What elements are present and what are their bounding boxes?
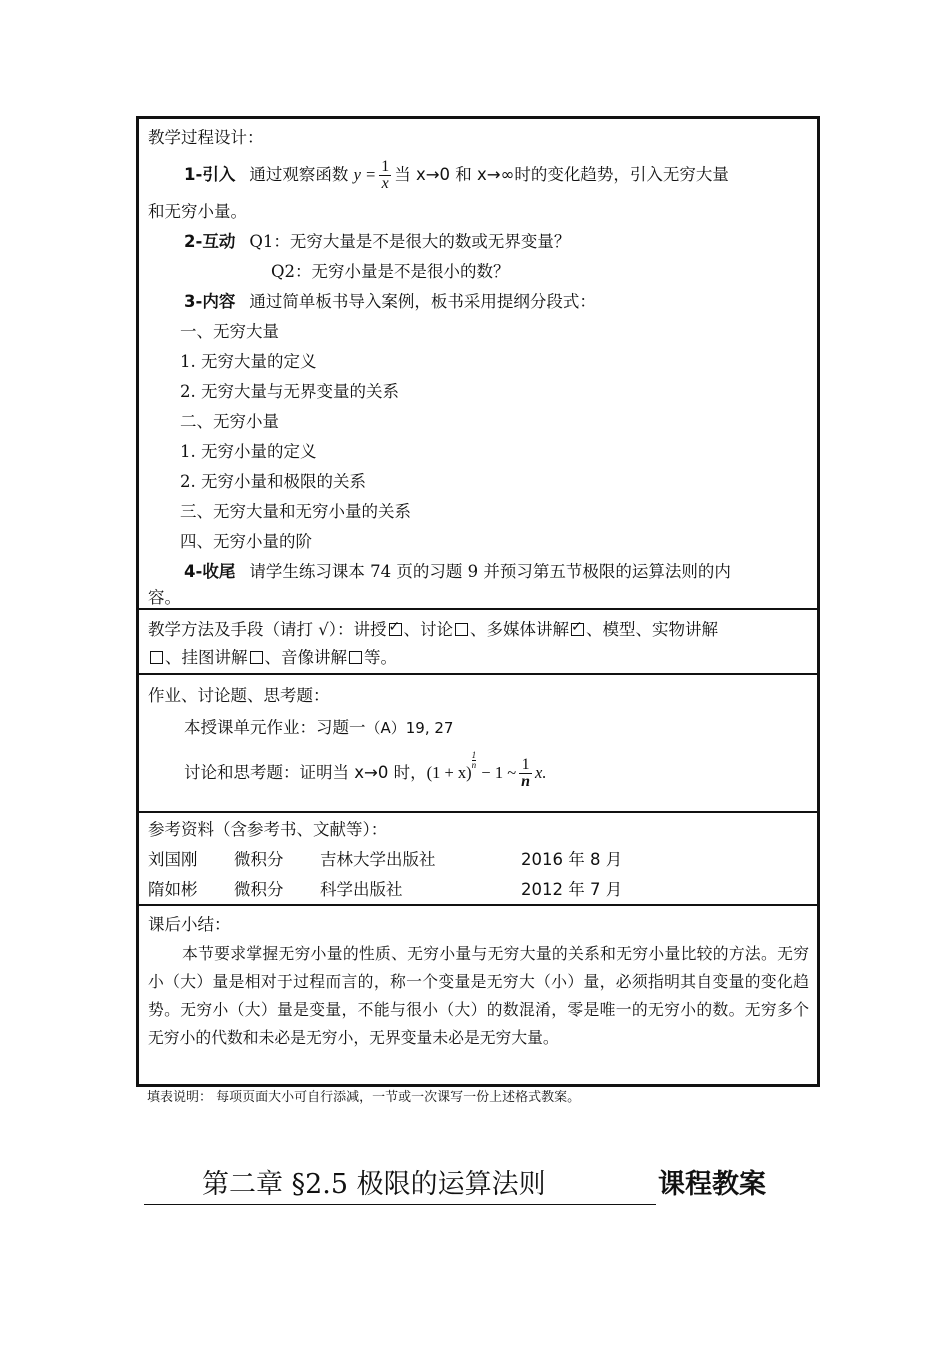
ref-title: 微积分 (234, 850, 284, 869)
outline-item: 一、无穷大量 (180, 322, 279, 341)
intro-line (148, 153, 809, 197)
content-text: 通过简单板书导入案例，板书采用提纲分段式： (249, 292, 596, 311)
teaching-methods-section (139, 610, 817, 675)
summary-heading: 课后小结： (148, 915, 231, 934)
intro-y: y = (353, 165, 377, 184)
ending-label: 4-收尾 (184, 562, 236, 581)
outline-item: 2. 无穷小量和极限的关系 (180, 472, 366, 491)
reference-row (148, 845, 809, 875)
methods-multimedia: 、多媒体讲解 (470, 620, 570, 639)
think-pow-den: n (471, 760, 477, 770)
think-formula-b: − 1 ~ (481, 763, 517, 782)
lecture-checkbox[interactable] (389, 623, 402, 636)
reference-row (148, 875, 809, 905)
think-pow-num: 1 (471, 750, 477, 760)
outline-item: 三、无穷大量和无穷小量的关系 (180, 502, 411, 521)
homework-unit-line (148, 711, 809, 745)
homework-unit-label: 本授课单元作业：习题一 (184, 718, 366, 737)
interact-label: 2-互动 (184, 232, 236, 251)
intro-label: 1-引入 (184, 165, 236, 184)
ending-text-b: 容。 (148, 588, 181, 607)
ref-author: 隋如彬 (148, 880, 198, 899)
intro-fraction (379, 159, 391, 192)
think-frac-num: 1 (519, 757, 532, 774)
intro-text-b: 当 (394, 165, 411, 184)
intro-frac-num: 1 (381, 158, 390, 175)
methods-suffix: 等。 (364, 648, 397, 667)
chapter-underline (144, 1204, 656, 1205)
intro-frac-den: x (381, 175, 389, 192)
ending-text-a: 请学生练习课本 74 页的习题 9 并预习第五节极限的运算法则的内 (249, 562, 731, 581)
methods-prefix: 教学方法及手段（请打 √）：讲授 (148, 620, 387, 639)
process-heading: 教学过程设计： (148, 128, 264, 147)
methods-model: 、模型、实物讲解 (586, 620, 719, 639)
ending-line (148, 557, 809, 587)
summary-section (139, 906, 817, 1084)
intro-x1: x→0 (415, 165, 451, 184)
multimedia-checkbox[interactable] (571, 623, 584, 636)
audio-checkbox[interactable] (349, 651, 362, 664)
chapter-title (144, 1166, 774, 1206)
chapter-title-left: 第二章 §2.5 极限的运算法则 (202, 1169, 546, 1200)
methods-line-1 (148, 616, 809, 644)
methods-audio: 、音像讲解 (264, 648, 347, 667)
model-checkbox[interactable] (150, 651, 163, 664)
homework-heading: 作业、讨论题、思考题： (148, 686, 330, 705)
ref-title: 微积分 (234, 880, 284, 899)
ref-date: 2016 年 8 月 (521, 850, 623, 869)
think-label: 讨论和思考题：证明当 (184, 763, 349, 782)
content-label: 3-内容 (184, 292, 236, 311)
ref-date: 2012 年 7 月 (521, 880, 623, 899)
intro-text-e: 和无穷小量。 (148, 202, 247, 221)
think-frac-den: n (521, 773, 531, 790)
outline-item: 2. 无穷大量与无界变量的关系 (180, 382, 399, 401)
question-1: Q1：无穷大量是不是很大的数或无界变量？ (249, 232, 571, 251)
homework-section (139, 675, 817, 813)
ref-author: 刘国刚 (148, 850, 198, 869)
outline-item: 1. 无穷大量的定义 (180, 352, 317, 371)
intro-text-c: 和 (455, 165, 472, 184)
think-power-fraction (472, 751, 477, 770)
think-formula-c: x. (535, 763, 547, 782)
references-section (139, 813, 817, 906)
form-note: 填表说明： 每项页面大小可自行添减，一节或一次课写一份上述格式教案。 (147, 1090, 581, 1105)
homework-unit-value: （A）19, 27 (365, 719, 454, 737)
interact-line (148, 227, 809, 257)
outline-item: 1. 无穷小量的定义 (180, 442, 317, 461)
think-formula-a: (1 + x) (426, 763, 472, 782)
think-line (148, 745, 809, 801)
discuss-checkbox[interactable] (455, 623, 468, 636)
ref-publisher: 吉林大学出版社 (320, 850, 436, 869)
think-fraction (519, 757, 532, 790)
methods-wallchart: 、挂图讲解 (165, 648, 248, 667)
content-line (148, 287, 809, 317)
methods-line-2 (148, 644, 809, 672)
chapter-title-right: 课程教案 (658, 1169, 766, 1200)
summary-text: 本节要求掌握无穷小量的性质、无穷小量与无穷大量的关系和无穷小量比较的方法。无穷小（大）量是相对于过程而言的，称一个变量是无穷大（小）量，必须指明其自变量的变化趋势。无穷小（大）量是变量，不能与很小（大）的数混淆，零是唯一的无穷小的数。无穷多个无穷小的代数和未必是无穷小，无界变量未必是无穷大量。 (148, 944, 809, 1047)
wallchart-checkbox[interactable] (250, 651, 263, 664)
intro-text-a: 通过观察函数 (249, 165, 349, 184)
ref-publisher: 科学出版社 (320, 880, 403, 899)
teaching-process-section (139, 119, 817, 610)
think-x: x→0 (354, 763, 389, 782)
intro-x2: x→∞ (477, 165, 515, 184)
question-2: Q2：无穷小量是不是很小的数？ (271, 262, 510, 281)
methods-discuss: 、讨论 (403, 620, 454, 639)
references-heading: 参考资料（含参考书、文献等）： (148, 820, 388, 839)
intro-text-d: 时的变化趋势，引入无穷大量 (514, 165, 729, 184)
think-when: 时， (393, 763, 427, 782)
lesson-plan-table (136, 116, 820, 1087)
outline-item: 二、无穷小量 (180, 412, 279, 431)
outline-item: 四、无穷小量的阶 (180, 532, 312, 551)
